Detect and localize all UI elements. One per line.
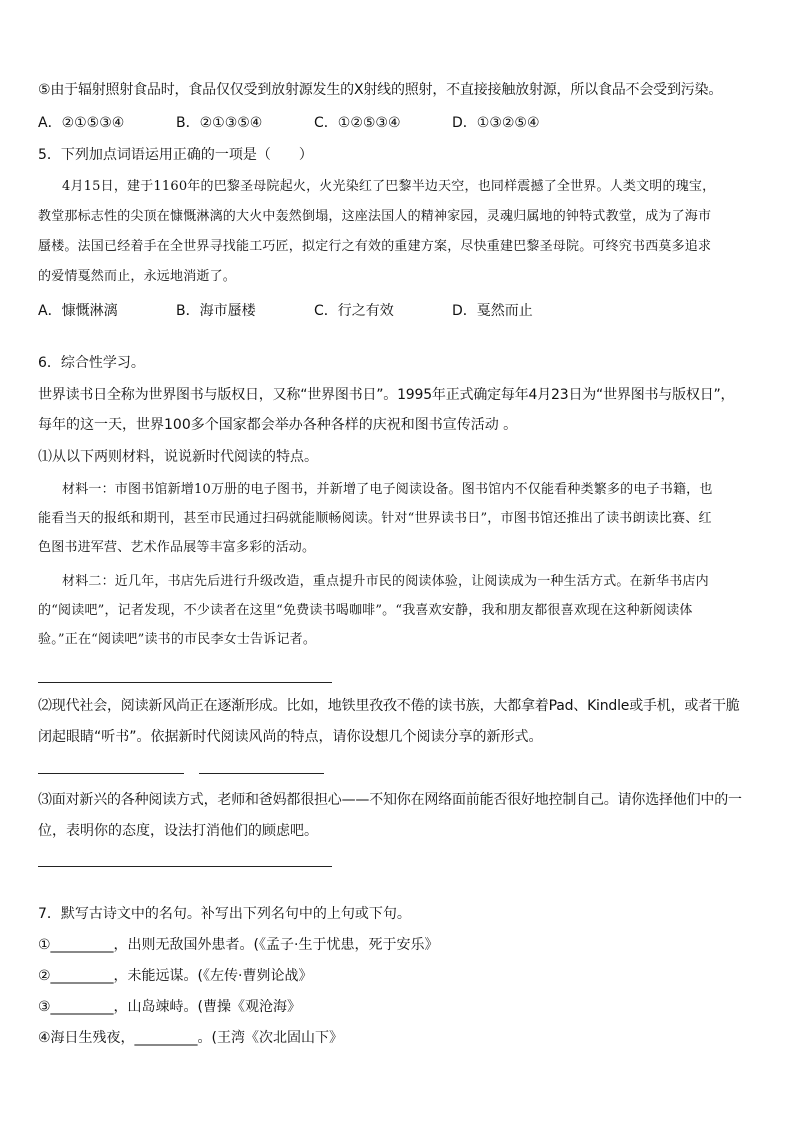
- q5-option-d: D．戛然而止: [452, 303, 533, 319]
- q5-passage-line-4: 的爱情戛然而止，永远地消逝了。: [38, 269, 237, 284]
- q4-option-b: B．②①③⑤④: [176, 115, 263, 131]
- q4-statement-5: ⑤由于辐射照射食品时，食品仅仅受到放射源发生的X射线的照射，不直接接触放射源，所以食品不会受到污染。: [38, 82, 723, 98]
- q6-sub1-prompt: ⑴从以下两则材料，说说新时代阅读的特点。: [38, 449, 318, 465]
- q7-item-3: ③_________，山岛竦峙。(曹操《观沧海》: [38, 999, 302, 1015]
- q5-passage-line-3: 蜃楼。法国已经着手在全世界寻找能工巧匠，拟定行之有效的重建方案，尽快重建巴黎圣母院。可终究书西莫多追求: [38, 239, 712, 254]
- q4-option-d: D．①③②⑤④: [452, 115, 540, 131]
- q6-sub2-answer-line-1[interactable]: [38, 773, 184, 774]
- q6-material1-line-2: 能看当天的报纸和期刊，甚至市民通过扫码就能顺畅阅读。针对“世界读书日”，市图书馆还推出了读书朗读比赛、红: [38, 511, 712, 526]
- q6-sub3-line-2: 位，表明你的态度，设法打消他们的顾虑吧。: [38, 823, 318, 839]
- q5-passage-line-2: 教堂那标志性的尖顶在慷慨淋漓的大火中轰然倒塌，这座法国人的精神家园，灵魂归属地的钟特式教堂，成为了海市: [38, 209, 712, 224]
- q6-material1-line-3: 色图书进军营、艺术作品展等丰富多彩的活动。: [38, 540, 316, 555]
- q5-passage-line-1: 4月15日，建于1160年的巴黎圣母院起火，火光染红了巴黎半边天空，也同样震撼了全世界。人类文明的瑰宝，: [62, 179, 716, 194]
- q6-intro-line-2: 每年的这一天，世界100多个国家都会举办各种各样的庆祝和图书宣传活动 。: [38, 417, 518, 433]
- q7-item-2: ②_________，未能远谋。(《左传·曹刿论战》: [38, 968, 313, 984]
- q6-material1-line-1: 材料一：市图书馆新增10万册的电子图书，并新增了电子阅读设备。图书馆内不仅能看种类繁多的电子书籍，也: [62, 482, 713, 497]
- q5-option-c: C．行之有效: [314, 303, 394, 319]
- q4-option-a: A．②①⑤③④: [38, 115, 125, 131]
- q7-item-1: ①_________，出则无敌国外患者。(《孟子·生于忧患，死于安乐》: [38, 937, 439, 953]
- q6-stem: 6．综合性学习。: [38, 355, 145, 371]
- q6-material2-line-1: 材料二：近几年，书店先后进行升级改造，重点提升市民的阅读体验，让阅读成为一种生活方式。在新华书店内: [62, 574, 709, 589]
- q5-option-a: A．慷慨淋漓: [38, 303, 118, 319]
- q6-sub2-answer-line-2[interactable]: [199, 773, 324, 774]
- q5-option-b: B．海市蜃楼: [176, 303, 256, 319]
- q6-sub3-line-1: ⑶面对新兴的各种阅读方式，老师和爸妈都很担心——不知你在网络面前能否很好地控制自己。请你选择他们中的一: [38, 792, 742, 808]
- q7-stem: 7．默写古诗文中的名句。补写出下列名句中的上句或下句。: [38, 906, 411, 922]
- q4-option-c: C．①②⑤③④: [314, 115, 401, 131]
- q6-intro-line-1: 世界读书日全称为世界图书与版权日，又称“世界图书日”。1995年正式确定每年4月23日为“世界图书与版权日”，: [38, 387, 735, 403]
- q7-item-4: ④海日生残夜，_________。(王湾《次北固山下》: [38, 1030, 344, 1046]
- q5-stem: 5．下列加点词语运用正确的一项是（ ）: [38, 147, 313, 163]
- q6-sub1-answer-line[interactable]: [38, 682, 332, 683]
- q6-sub2-line-1: ⑵现代社会，阅读新风尚正在逐渐形成。比如，地铁里孜孜不倦的读书族，大都拿着Pad、Kindle或手机，或者干脆: [38, 698, 740, 714]
- q6-material2-line-3: 验。”正在“阅读吧”读书的市民李女士告诉记者。: [38, 632, 317, 647]
- q6-material2-line-2: 的“阅读吧”，记者发现，不少读者在这里“免费读书喝咖啡”。“我喜欢安静，我和朋友都很喜欢现在这种新阅读体: [38, 603, 693, 618]
- q6-sub2-line-2: 闭起眼睛“听书”。依据新时代阅读风尚的特点，请你设想几个阅读分享的新形式。: [38, 729, 543, 745]
- q6-sub3-answer-line[interactable]: [38, 866, 332, 867]
